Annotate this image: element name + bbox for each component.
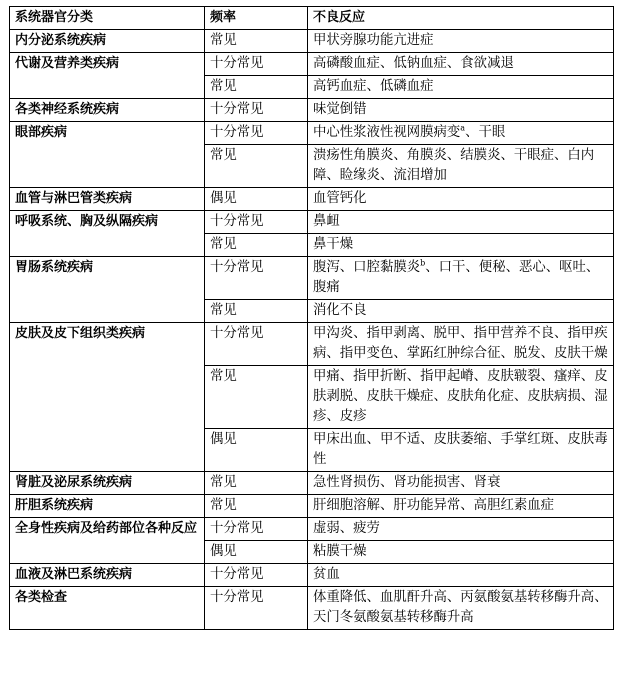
adverse-reactions-table: [9, 6, 614, 630]
adverse-cell: 体重降低、血肌酐升高、丙氨酸氨基转移酶升高、天门冬氨酸氨基转移酶升高: [308, 587, 614, 630]
header-frequency: 频率: [205, 7, 308, 30]
adverse-cell: 高钙血症、低磷血症: [308, 76, 614, 99]
frequency-cell: 常见: [205, 495, 308, 518]
table-row: [10, 495, 614, 518]
frequency-cell: 常见: [205, 234, 308, 257]
adverse-text-tail: 、口干、便秘、恶心、呕吐、腹痛: [313, 260, 600, 295]
adverse-cell: 鼻干燥: [308, 234, 614, 257]
frequency-cell: 十分常见: [205, 518, 308, 541]
frequency-cell: 常见: [205, 30, 308, 53]
organ-cell: 皮肤及皮下组织类疾病: [10, 323, 205, 472]
adverse-cell: 味觉倒错: [308, 99, 614, 122]
table-header-row: [10, 7, 614, 30]
frequency-cell: 十分常见: [205, 587, 308, 630]
frequency-cell: 十分常见: [205, 211, 308, 234]
frequency-cell: 常见: [205, 300, 308, 323]
table-row: [10, 30, 614, 53]
adverse-cell: 甲沟炎、指甲剥离、脱甲、指甲营养不良、指甲疾病、指甲变色、掌跖红肿综合征、脱发、皮肤干燥: [308, 323, 614, 366]
table-row: [10, 211, 614, 234]
adverse-cell: 甲床出血、甲不适、皮肤萎缩、手掌红斑、皮肤毒性: [308, 429, 614, 472]
frequency-cell: 常见: [205, 76, 308, 99]
frequency-cell: 十分常见: [205, 99, 308, 122]
organ-cell: 全身性疾病及给药部位各种反应: [10, 518, 205, 564]
adverse-text-tail: 、干眼: [465, 125, 506, 140]
organ-cell: 内分泌系统疾病: [10, 30, 205, 53]
table-row: [10, 587, 614, 630]
footnote-marker: b: [420, 258, 426, 268]
table-row: [10, 122, 614, 145]
table-row: [10, 99, 614, 122]
frequency-cell: 常见: [205, 472, 308, 495]
adverse-cell: 粘膜干燥: [308, 541, 614, 564]
organ-cell: 胃肠系统疾病: [10, 257, 205, 323]
frequency-cell: 十分常见: [205, 53, 308, 76]
adverse-cell: 甲痛、指甲折断、指甲起嵴、皮肤皲裂、瘙痒、皮肤剥脱、皮肤干燥症、皮肤角化症、皮肤病损、湿疹、皮疹: [308, 366, 614, 429]
adverse-cell: 虚弱、疲劳: [308, 518, 614, 541]
organ-cell: 肝胆系统疾病: [10, 495, 205, 518]
table-row: [10, 518, 614, 541]
adverse-cell: 消化不良: [308, 300, 614, 323]
organ-cell: 肾脏及泌尿系统疾病: [10, 472, 205, 495]
table-row: [10, 53, 614, 76]
organ-cell: 血管与淋巴管类疾病: [10, 188, 205, 211]
frequency-cell: 十分常见: [205, 257, 308, 300]
frequency-cell: 偶见: [205, 541, 308, 564]
table-row: [10, 323, 614, 366]
organ-cell: 各类检查: [10, 587, 205, 630]
header-organ: 系统器官分类: [10, 7, 205, 30]
table-row: [10, 188, 614, 211]
table-row: [10, 472, 614, 495]
organ-cell: 代谢及营养类疾病: [10, 53, 205, 99]
frequency-cell: 常见: [205, 366, 308, 429]
header-adverse: 不良反应: [308, 7, 614, 30]
adverse-cell: 肝细胞溶解、肝功能异常、高胆红素血症: [308, 495, 614, 518]
frequency-cell: 偶见: [205, 188, 308, 211]
adverse-cell: 高磷酸血症、低钠血症、食欲减退: [308, 53, 614, 76]
adverse-cell: [308, 122, 614, 145]
adverse-text: 中心性浆液性视网膜病变: [313, 125, 461, 140]
adverse-cell: 甲状旁腺功能亢进症: [308, 30, 614, 53]
table-row: [10, 564, 614, 587]
organ-cell: 各类神经系统疾病: [10, 99, 205, 122]
organ-cell: 眼部疾病: [10, 122, 205, 188]
adverse-cell: 贫血: [308, 564, 614, 587]
organ-cell: 呼吸系统、胸及纵隔疾病: [10, 211, 205, 257]
frequency-cell: 十分常见: [205, 564, 308, 587]
adverse-cell: 鼻衄: [308, 211, 614, 234]
adverse-cell: 急性肾损伤、肾功能损害、肾衰: [308, 472, 614, 495]
adverse-cell: 血管钙化: [308, 188, 614, 211]
table-row: [10, 257, 614, 300]
frequency-cell: 偶见: [205, 429, 308, 472]
frequency-cell: 十分常见: [205, 122, 308, 145]
footnote-marker: a: [460, 123, 466, 133]
frequency-cell: 常见: [205, 145, 308, 188]
adverse-cell: 溃疡性角膜炎、角膜炎、结膜炎、干眼症、白内障、睑缘炎、流泪增加: [308, 145, 614, 188]
adverse-text: 腹泻、口腔黏膜炎: [313, 260, 421, 275]
organ-cell: 血液及淋巴系统疾病: [10, 564, 205, 587]
frequency-cell: 十分常见: [205, 323, 308, 366]
adverse-cell: [308, 257, 614, 300]
